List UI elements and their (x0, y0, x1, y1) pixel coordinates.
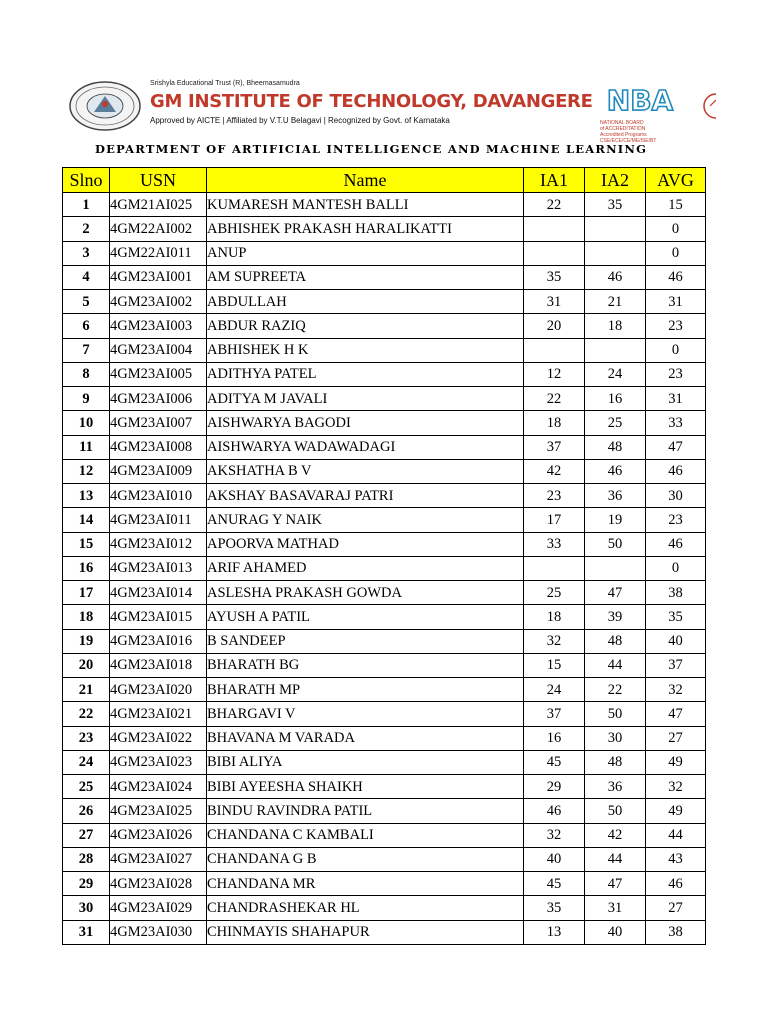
table-row (63, 265, 706, 289)
table-row (63, 605, 706, 629)
cell-name: ABHISHEK PRAKASH HARALIKATTI (207, 217, 524, 241)
cell-name: APOORVA MATHAD (207, 532, 524, 556)
cell-ia2: 16 (585, 387, 646, 411)
cell-slno: 26 (63, 799, 110, 823)
cell-ia1: 17 (524, 508, 585, 532)
cell-slno: 27 (63, 823, 110, 847)
table-row (63, 847, 706, 871)
cell-ia1: 32 (524, 629, 585, 653)
cell-ia2: 47 (585, 872, 646, 896)
cell-usn: 4GM21AI025 (110, 193, 207, 217)
cell-ia2: 48 (585, 629, 646, 653)
cell-slno: 3 (63, 241, 110, 265)
cell-usn: 4GM23AI024 (110, 775, 207, 799)
cell-slno: 31 (63, 920, 110, 944)
cell-ia2: 42 (585, 823, 646, 847)
cell-avg: 30 (646, 484, 706, 508)
cell-ia2: 44 (585, 847, 646, 871)
cell-ia1: 23 (524, 484, 585, 508)
column-header-ia1: IA1 (524, 168, 585, 193)
cell-usn: 4GM23AI013 (110, 556, 207, 580)
cell-ia1 (524, 241, 585, 265)
table-row (63, 653, 706, 677)
cell-slno: 21 (63, 678, 110, 702)
cell-avg: 0 (646, 556, 706, 580)
cell-name: BIBI AYEESHA SHAIKH (207, 775, 524, 799)
cell-avg: 38 (646, 920, 706, 944)
cell-ia2: 50 (585, 532, 646, 556)
table-header-row (63, 168, 706, 193)
cell-name: AYUSH A PATIL (207, 605, 524, 629)
cell-ia1: 15 (524, 653, 585, 677)
cell-ia2: 50 (585, 799, 646, 823)
cell-ia2: 46 (585, 265, 646, 289)
cell-ia1: 37 (524, 435, 585, 459)
table-row (63, 362, 706, 386)
cell-ia1: 31 (524, 290, 585, 314)
cell-usn: 4GM23AI022 (110, 726, 207, 750)
cell-avg: 23 (646, 362, 706, 386)
table-row (63, 411, 706, 435)
cell-ia2: 18 (585, 314, 646, 338)
cell-usn: 4GM23AI001 (110, 265, 207, 289)
cell-usn: 4GM23AI008 (110, 435, 207, 459)
cell-avg: 49 (646, 750, 706, 774)
cell-avg: 32 (646, 775, 706, 799)
cell-ia1 (524, 338, 585, 362)
nba-logo (600, 82, 680, 144)
table-row (63, 193, 706, 217)
cell-slno: 14 (63, 508, 110, 532)
cell-avg: 40 (646, 629, 706, 653)
table-body (63, 193, 706, 945)
cell-slno: 6 (63, 314, 110, 338)
column-header-usn: USN (110, 168, 207, 193)
cell-name: CHANDANA MR (207, 872, 524, 896)
cell-slno: 12 (63, 459, 110, 483)
cell-usn: 4GM23AI028 (110, 872, 207, 896)
cell-ia2 (585, 241, 646, 265)
nba-line-4: CSE/ECE/CE/ME/ISE/BT (600, 138, 657, 144)
cell-slno: 30 (63, 896, 110, 920)
cell-usn: 4GM23AI002 (110, 290, 207, 314)
table-row (63, 484, 706, 508)
cell-usn: 4GM23AI005 (110, 362, 207, 386)
cell-name: AKSHAY BASAVARAJ PATRI (207, 484, 524, 508)
cell-ia1: 33 (524, 532, 585, 556)
cell-name: ARIF AHAMED (207, 556, 524, 580)
cell-slno: 8 (63, 362, 110, 386)
affiliation-line: Approved by AICTE | Affiliated by V.T.U Belagavi | Recognized by Govt. of Karnataka (150, 116, 450, 125)
cell-name: BIBI ALIYA (207, 750, 524, 774)
cell-ia2: 24 (585, 362, 646, 386)
cell-usn: 4GM23AI007 (110, 411, 207, 435)
cell-avg: 27 (646, 726, 706, 750)
cell-ia2: 48 (585, 750, 646, 774)
cell-ia2: 46 (585, 459, 646, 483)
cell-avg: 37 (646, 653, 706, 677)
table-row (63, 823, 706, 847)
cell-ia1: 18 (524, 605, 585, 629)
table-row (63, 338, 706, 362)
cell-ia2: 40 (585, 920, 646, 944)
cell-usn: 4GM23AI018 (110, 653, 207, 677)
cell-ia2: 22 (585, 678, 646, 702)
cell-ia2: 36 (585, 775, 646, 799)
cell-ia1: 29 (524, 775, 585, 799)
cell-ia1: 24 (524, 678, 585, 702)
cell-avg: 38 (646, 581, 706, 605)
cell-avg: 46 (646, 532, 706, 556)
cell-ia1: 37 (524, 702, 585, 726)
nba-line-3: Accredited Programs (600, 132, 647, 138)
cell-slno: 22 (63, 702, 110, 726)
table-row (63, 775, 706, 799)
cell-slno: 2 (63, 217, 110, 241)
table-row (63, 241, 706, 265)
cell-usn: 4GM23AI004 (110, 338, 207, 362)
cell-name: BHARGAVI V (207, 702, 524, 726)
cell-ia1: 35 (524, 265, 585, 289)
cell-slno: 19 (63, 629, 110, 653)
cell-name: AM SUPREETA (207, 265, 524, 289)
cell-usn: 4GM23AI003 (110, 314, 207, 338)
table-row (63, 508, 706, 532)
table-row (63, 726, 706, 750)
cell-ia1: 45 (524, 750, 585, 774)
letterhead (60, 76, 768, 142)
cell-name: ASLESHA PRAKASH GOWDA (207, 581, 524, 605)
column-header-slno: Slno (63, 168, 110, 193)
table-row (63, 217, 706, 241)
cell-name: CHANDANA C KAMBALI (207, 823, 524, 847)
cell-ia2: 44 (585, 653, 646, 677)
cell-avg: 23 (646, 508, 706, 532)
table-row (63, 459, 706, 483)
cell-name: B SANDEEP (207, 629, 524, 653)
cell-avg: 0 (646, 217, 706, 241)
table-row (63, 702, 706, 726)
cell-ia2: 50 (585, 702, 646, 726)
cell-slno: 11 (63, 435, 110, 459)
cell-slno: 18 (63, 605, 110, 629)
table-row (63, 556, 706, 580)
cell-slno: 29 (63, 872, 110, 896)
cell-name: KUMARESH MANTESH BALLI (207, 193, 524, 217)
cell-name: ABDUR RAZIQ (207, 314, 524, 338)
cell-name: ABDULLAH (207, 290, 524, 314)
cell-name: ABHISHEK H K (207, 338, 524, 362)
cell-slno: 9 (63, 387, 110, 411)
cell-ia2: 30 (585, 726, 646, 750)
cell-usn: 4GM23AI014 (110, 581, 207, 605)
cell-slno: 4 (63, 265, 110, 289)
cell-ia1: 22 (524, 387, 585, 411)
cell-usn: 4GM23AI006 (110, 387, 207, 411)
cell-avg: 47 (646, 435, 706, 459)
cell-ia2 (585, 217, 646, 241)
cell-ia1 (524, 556, 585, 580)
cell-slno: 20 (63, 653, 110, 677)
trust-name: Srishyla Educational Trust (R), Bheemasamudra (150, 80, 300, 87)
cell-name: ADITYA M JAVALI (207, 387, 524, 411)
cell-usn: 4GM23AI027 (110, 847, 207, 871)
nba-line-1: NATIONAL BOARD (600, 120, 644, 126)
cell-slno: 7 (63, 338, 110, 362)
nba-line-2: of ACCREDITATION (600, 126, 646, 132)
cell-avg: 31 (646, 387, 706, 411)
cell-avg: 35 (646, 605, 706, 629)
cell-avg: 49 (646, 799, 706, 823)
table-row (63, 387, 706, 411)
cell-usn: 4GM23AI012 (110, 532, 207, 556)
table-row (63, 581, 706, 605)
table-row (63, 435, 706, 459)
cell-avg: 44 (646, 823, 706, 847)
cell-ia2: 48 (585, 435, 646, 459)
cell-ia1: 25 (524, 581, 585, 605)
cell-usn: 4GM23AI029 (110, 896, 207, 920)
cell-name: BHAVANA M VARADA (207, 726, 524, 750)
cell-avg: 47 (646, 702, 706, 726)
cell-ia1: 12 (524, 362, 585, 386)
cell-slno: 1 (63, 193, 110, 217)
table-row (63, 799, 706, 823)
cell-name: BINDU RAVINDRA PATIL (207, 799, 524, 823)
cell-usn: 4GM23AI009 (110, 459, 207, 483)
cell-name: AKSHATHA B V (207, 459, 524, 483)
cell-slno: 16 (63, 556, 110, 580)
cell-slno: 15 (63, 532, 110, 556)
table-row (63, 872, 706, 896)
table-row (63, 290, 706, 314)
table-row (63, 678, 706, 702)
cell-ia1 (524, 217, 585, 241)
nba-mark-icon (600, 82, 680, 118)
cell-usn: 4GM23AI030 (110, 920, 207, 944)
cell-avg: 46 (646, 459, 706, 483)
cell-usn: 4GM23AI026 (110, 823, 207, 847)
cell-avg: 46 (646, 265, 706, 289)
institute-name: GM INSTITUTE OF TECHNOLOGY, DAVANGERE (150, 91, 593, 112)
cell-usn: 4GM22AI002 (110, 217, 207, 241)
cell-slno: 23 (63, 726, 110, 750)
cell-avg: 0 (646, 241, 706, 265)
department-title: DEPARTMENT OF ARTIFICIAL INTELLIGENCE AND MACHINE LEARNING (95, 142, 648, 156)
cell-name: ADITHYA PATEL (207, 362, 524, 386)
cell-usn: 4GM23AI010 (110, 484, 207, 508)
cell-usn: 4GM23AI015 (110, 605, 207, 629)
table-row (63, 920, 706, 944)
cell-ia1: 46 (524, 799, 585, 823)
nba-caption (600, 120, 680, 144)
cell-usn: 4GM23AI020 (110, 678, 207, 702)
cell-ia1: 16 (524, 726, 585, 750)
cell-ia2: 39 (585, 605, 646, 629)
cell-ia1: 18 (524, 411, 585, 435)
cell-avg: 43 (646, 847, 706, 871)
table-row (63, 750, 706, 774)
cell-name: AISHWARYA WADAWADAGI (207, 435, 524, 459)
cell-usn: 4GM23AI016 (110, 629, 207, 653)
cell-ia2 (585, 338, 646, 362)
cell-name: ANUP (207, 241, 524, 265)
cell-slno: 10 (63, 411, 110, 435)
cell-ia2: 25 (585, 411, 646, 435)
table-row (63, 314, 706, 338)
cell-avg: 31 (646, 290, 706, 314)
cell-avg: 33 (646, 411, 706, 435)
cell-name: ANURAG Y NAIK (207, 508, 524, 532)
cell-usn: 4GM23AI025 (110, 799, 207, 823)
cell-usn: 4GM23AI011 (110, 508, 207, 532)
cell-slno: 13 (63, 484, 110, 508)
table-row (63, 629, 706, 653)
cell-ia2: 21 (585, 290, 646, 314)
cell-avg: 23 (646, 314, 706, 338)
cell-name: CHINMAYIS SHAHAPUR (207, 920, 524, 944)
cell-name: CHANDRASHEKAR HL (207, 896, 524, 920)
cell-avg: 46 (646, 872, 706, 896)
cell-avg: 32 (646, 678, 706, 702)
institute-emblem-icon (68, 80, 142, 132)
cell-slno: 28 (63, 847, 110, 871)
cell-name: AISHWARYA BAGODI (207, 411, 524, 435)
cell-ia2: 35 (585, 193, 646, 217)
table-row (63, 532, 706, 556)
svg-text:NBA: NBA (606, 84, 674, 117)
cell-usn: 4GM23AI021 (110, 702, 207, 726)
cell-ia2 (585, 556, 646, 580)
cell-ia1: 35 (524, 896, 585, 920)
cell-ia1: 32 (524, 823, 585, 847)
cell-avg: 0 (646, 338, 706, 362)
cell-ia1: 45 (524, 872, 585, 896)
cell-slno: 17 (63, 581, 110, 605)
cell-ia1: 20 (524, 314, 585, 338)
cell-ia2: 36 (585, 484, 646, 508)
cell-ia1: 22 (524, 193, 585, 217)
cell-ia2: 47 (585, 581, 646, 605)
cell-name: CHANDANA G B (207, 847, 524, 871)
cell-name: BHARATH BG (207, 653, 524, 677)
cell-usn: 4GM23AI023 (110, 750, 207, 774)
cell-ia2: 19 (585, 508, 646, 532)
cell-slno: 5 (63, 290, 110, 314)
cell-name: BHARATH MP (207, 678, 524, 702)
cell-ia1: 13 (524, 920, 585, 944)
cell-ia2: 31 (585, 896, 646, 920)
column-header-avg: AVG (646, 168, 706, 193)
cell-usn: 4GM22AI011 (110, 241, 207, 265)
cell-slno: 24 (63, 750, 110, 774)
partial-logo-icon (696, 86, 716, 126)
column-header-name: Name (207, 168, 524, 193)
column-header-ia2: IA2 (585, 168, 646, 193)
cell-avg: 15 (646, 193, 706, 217)
cell-ia1: 40 (524, 847, 585, 871)
cell-ia1: 42 (524, 459, 585, 483)
cell-avg: 27 (646, 896, 706, 920)
marks-table (62, 167, 706, 945)
table-row (63, 896, 706, 920)
cell-slno: 25 (63, 775, 110, 799)
